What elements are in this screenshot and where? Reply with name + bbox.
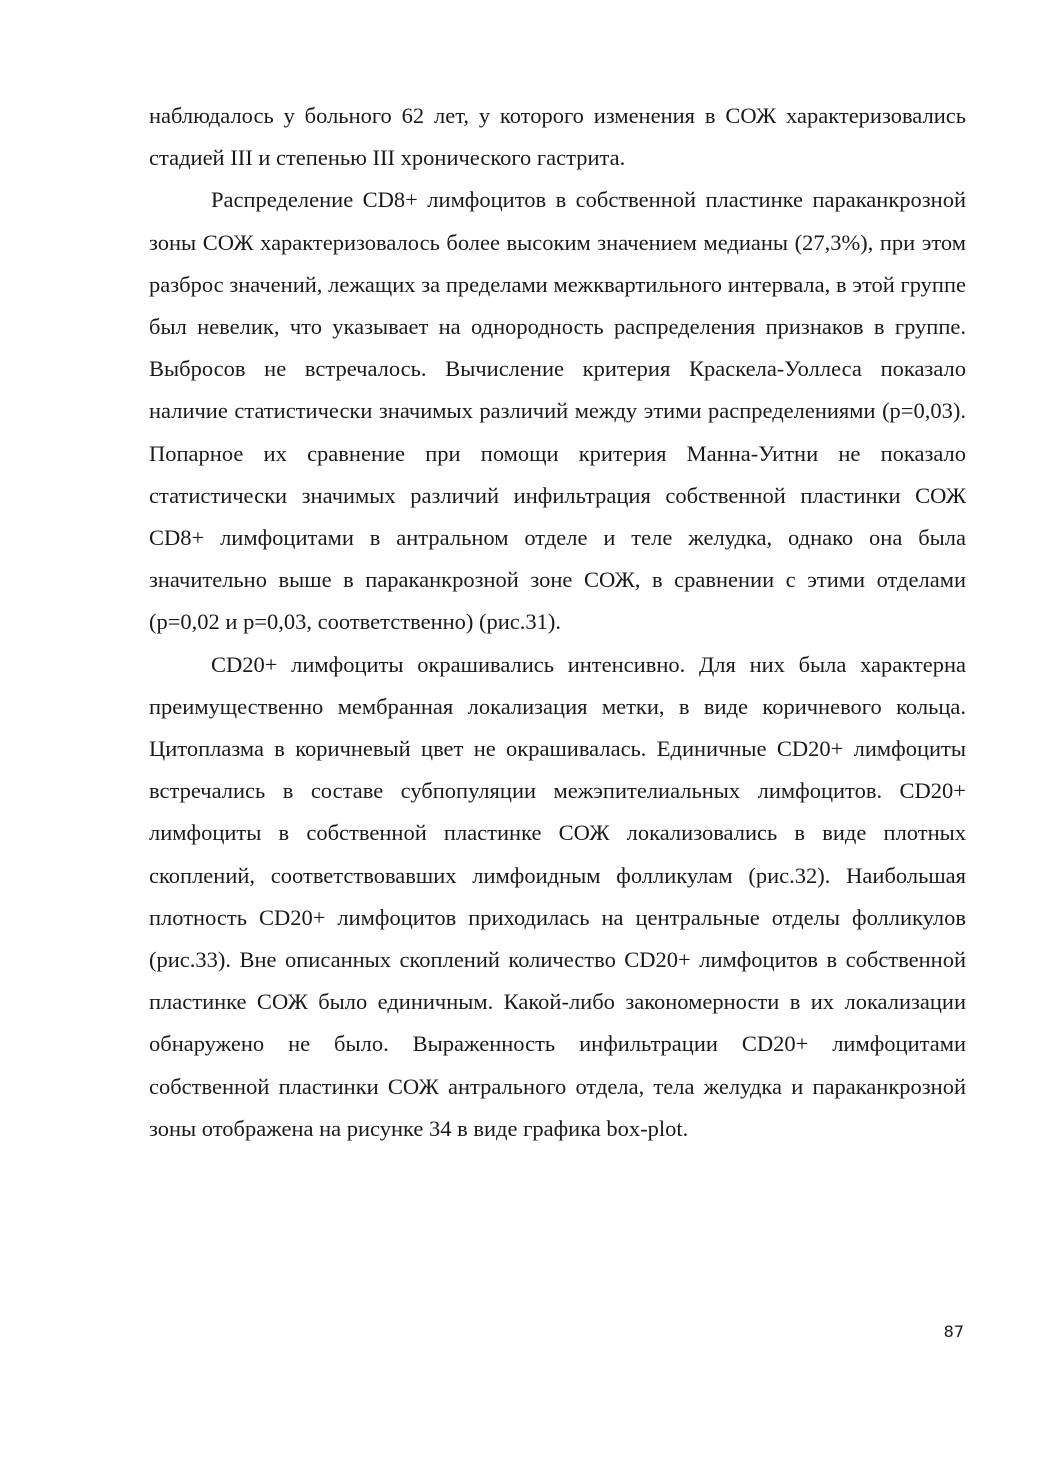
paragraph-continuation: наблюдалось у больного 62 лет, у которого изменения в СОЖ характеризовались стадией III и степенью III хронического гастрита. [149,103,966,171]
paragraph-cd20-lymphocytes: CD20+ лимфоциты окрашивались интенсивно. Для них была характерна преимущественно мембранная локализация метки, в виде коричневого кольца. Цитоплазма в коричневый цвет не окрашивалась. Единичные CD20+ лимфоциты встречались в составе субпопуляции межэпителиальных лимфоцитов. CD20+ лимфоциты в собственной пластинке СОЖ локализовались в виде плотных скоплений, соответствовавших лимфоидным фолликулам (рис.32). Наибольшая плотность CD20+ лимфоцитов приходилась на центральные отделы фолликулов (рис.33). Вне описанных скоплений количество CD20+ лимфоцитов в собственной пластинке СОЖ было единичным. Какой-либо закономерности в их локализации обнаружено не было. Выраженность инфильтрации CD20+ лимфоцитами собственной пластинки СОЖ антрального отдела, тела желудка и параканкрозной зоны отображена на рисунке 34 в виде графика box-plot. [149,651,966,1141]
paragraph-cd8-distribution: Распределение CD8+ лимфоцитов в собственной пластинке параканкрозной зоны СОЖ характеризовалось более высоким значением медианы (27,3%), при этом разброс значений, лежащих за пределами межквартильного интервала, в этой группе был невелик, что указывает на однородность распределения признаков в группе. Выбросов не встречалось. Вычисление критерия Краскела-Уоллеса показало наличие статистически значимых различий между этими распределениями (р=0,03). Попарное их сравнение при помощи критерия Манна-Уитни не показало статистически значимых различий инфильтрация собственной пластинки СОЖ CD8+ лимфоцитами в антральном отделе и теле желудка, однако она была значительно выше в параканкрозной зоне СОЖ, в сравнении с этими отделами (р=0,02 и р=0,03, соответственно) (рис.31). [149,187,966,635]
body-text [149,95,966,1150]
page-number: 87 [943,1322,964,1341]
